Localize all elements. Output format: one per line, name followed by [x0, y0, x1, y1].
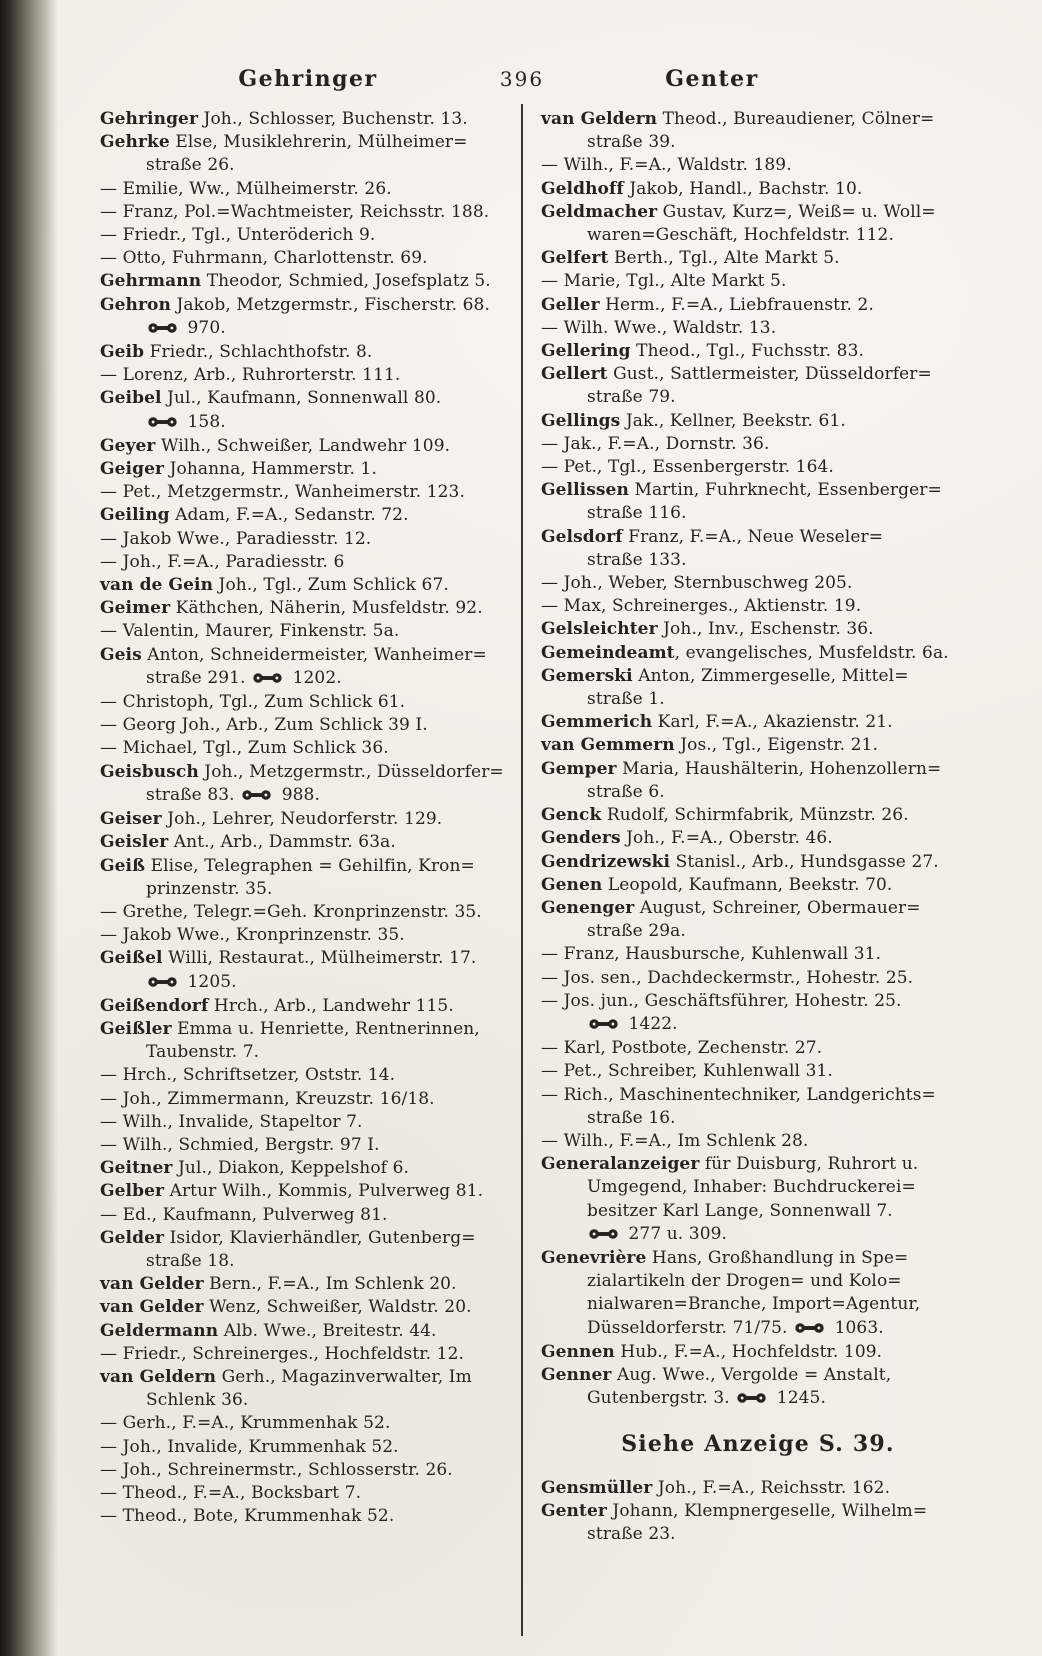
entry-line: — Michael, Tgl., Zum Schlick 36.: [100, 738, 389, 759]
entry-line: straße 6.: [587, 781, 665, 802]
entry-line: Gehringer Joh., Schlosser, Buchenstr. 13.: [100, 109, 468, 129]
entry-line: — Franz, Pol.=Wachtmeister, Reichsstr. 188.: [100, 201, 490, 222]
entry-line: Geimer Käthchen, Näherin, Musfeldstr. 92.: [100, 598, 483, 619]
surname: Geiling: [100, 505, 170, 526]
surname: Gellering: [541, 341, 631, 362]
entry-line: Geldermann Alb. Wwe., Breitestr. 44.: [100, 1320, 437, 1341]
surname: van Gemmern: [541, 735, 675, 756]
telephone-icon: [148, 412, 177, 435]
entry-line: — Jakob Wwe., Kronprinzenstr. 35.: [100, 925, 405, 946]
surname: Genen: [541, 874, 603, 895]
telephone-icon: [589, 1224, 618, 1247]
entry-line: 1205.: [100, 971, 518, 995]
surname: Genenger: [541, 897, 635, 918]
surname: Genevrière: [541, 1247, 647, 1268]
entry-line: Geitner Jul., Diakon, Keppelshof 6.: [100, 1158, 409, 1179]
entry-line: Gellings Jak., Kellner, Beekstr. 61.: [541, 410, 846, 431]
entry-line: — Friedr., Tgl., Unteröderich 9.: [100, 225, 376, 246]
entry-line: — Joh., Schreinermstr., Schlosserstr. 26.: [100, 1459, 453, 1480]
entry-line: waren=Geschäft, Hochfeldstr. 112.: [587, 225, 894, 246]
surname: Geis: [100, 644, 142, 665]
surname: Geib: [100, 342, 145, 363]
entry-line: — Joh., F.=A., Paradiesstr. 6: [100, 551, 345, 572]
surname: van Gelder: [100, 1297, 204, 1318]
entry-line: Genck Rudolf, Schirmfabrik, Münzstr. 26.: [541, 805, 909, 826]
surname: Gehrke: [100, 132, 170, 153]
surname: Geißel: [100, 948, 163, 969]
entry-line: van Gemmern Jos., Tgl., Eigenstr. 21.: [541, 735, 878, 756]
entry-line: — Pet., Metzgermstr., Wanheimerstr. 123.: [100, 482, 465, 503]
entry-line: — Marie, Tgl., Alte Markt 5.: [541, 271, 787, 292]
entry-line: Gehrmann Theodor, Schmied, Josefsplatz 5.: [100, 271, 491, 292]
surname: Geyer: [100, 435, 156, 456]
entry-line: Gelfert Berth., Tgl., Alte Markt 5.: [541, 248, 840, 269]
entry-line: — Joh., Invalide, Krummenhak 52.: [100, 1436, 399, 1457]
entry-line: straße 79.: [587, 387, 676, 408]
entry-line: straße 291. 1202.: [100, 667, 518, 691]
entry-line: Geißendorf Hrch., Arb., Landwehr 115.: [100, 995, 454, 1016]
entry-line: straße 39.: [587, 132, 676, 153]
entry-line: Gendrizewski Stanisl., Arb., Hundsgasse 27.: [541, 851, 939, 872]
running-header: [0, 0, 1042, 100]
surname: Gelsleichter: [541, 619, 658, 640]
page-number: 396: [499, 67, 545, 91]
entry-line: Geiger Johanna, Hammerstr. 1.: [100, 459, 377, 480]
entry-line: Genders Joh., F.=A., Oberstr. 46.: [541, 828, 833, 849]
surname: Gemeindeamt: [541, 642, 675, 663]
entry-line: 277 u. 309.: [541, 1223, 975, 1247]
entry-line: — Otto, Fuhrmann, Charlottenstr. 69.: [100, 248, 428, 269]
entry-line: straße 1.: [587, 689, 665, 710]
entry-line: Geldhoff Jakob, Handl., Bachstr. 10.: [541, 178, 863, 199]
entry-line: Geib Friedr., Schlachthofstr. 8.: [100, 342, 373, 363]
surname: Genders: [541, 828, 621, 849]
entry-line: — Jos. sen., Dachdeckermstr., Hohestr. 25.: [541, 967, 914, 988]
entry-line: Generalanzeiger für Duisburg, Ruhrort u.: [541, 1154, 919, 1175]
entry-line: Gemerski Anton, Zimmergeselle, Mittel=: [541, 665, 909, 686]
surname: Geimer: [100, 598, 171, 619]
entry-line: Taubenstr. 7.: [146, 1042, 260, 1063]
entry-line: Geißler Emma u. Henriette, Rentnerinnen,: [100, 1018, 480, 1039]
telephone-icon: [253, 668, 282, 691]
surname: Gendrizewski: [541, 851, 671, 872]
entry-line: straße 83. 988.: [100, 784, 518, 808]
surname: Genner: [541, 1364, 612, 1385]
entry-line: Geller Herm., F.=A., Liebfrauenstr. 2.: [541, 294, 874, 315]
surname: Geißendorf: [100, 995, 209, 1016]
entry-line: — Ed., Kaufmann, Pulverweg 81.: [100, 1204, 388, 1225]
surname: Geitner: [100, 1158, 173, 1179]
entry-line: van Gelder Wenz, Schweißer, Waldstr. 20.: [100, 1297, 472, 1318]
surname: Geisbusch: [100, 761, 199, 782]
surname: Geiger: [100, 459, 165, 480]
entry-line: — Theod., Bote, Krummenhak 52.: [100, 1506, 395, 1527]
entry-line: Gemmerich Karl, F.=A., Akazienstr. 21.: [541, 712, 893, 733]
entry-line: Gehrke Else, Musiklehrerin, Mülheimer=: [100, 132, 468, 153]
entry-line: Geiling Adam, F.=A., Sedanstr. 72.: [100, 505, 409, 526]
surname: Geiser: [100, 809, 162, 830]
surname: Geller: [541, 294, 600, 315]
entry-line: — Georg Joh., Arb., Zum Schlick 39 I.: [100, 715, 428, 736]
surname: Gehringer: [100, 109, 199, 129]
entry-line: Geyer Wilh., Schweißer, Landwehr 109.: [100, 435, 451, 456]
surname: Geldermann: [100, 1320, 219, 1341]
entry-line: Genevrière Hans, Großhandlung in Spe=: [541, 1247, 909, 1268]
surname: Gemerski: [541, 665, 633, 686]
entry-line: van de Gein Joh., Tgl., Zum Schlick 67.: [100, 575, 449, 596]
surname: Gelber: [100, 1181, 165, 1202]
entry-line: — Wilh. Wwe., Waldstr. 13.: [541, 317, 777, 338]
entry-line: 1422.: [541, 1013, 975, 1037]
entry-line: — Jakob Wwe., Paradiesstr. 12.: [100, 528, 372, 549]
surname: Geisler: [100, 832, 169, 853]
binding-shadow: [0, 0, 58, 1656]
telephone-icon: [737, 1388, 766, 1411]
entry-line: — Lorenz, Arb., Ruhrorterstr. 111.: [100, 365, 401, 386]
surname: Gehrmann: [100, 271, 202, 292]
entry-line: van Gelder Bern., F.=A., Im Schlenk 20.: [100, 1274, 457, 1295]
entry-line: — Emilie, Ww., Mülheimerstr. 26.: [100, 178, 392, 199]
entry-line: van Geldern Gerh., Magazinverwalter, Im: [100, 1366, 472, 1387]
surname: Geldhoff: [541, 178, 624, 199]
telephone-icon: [795, 1318, 824, 1341]
entry-line: Umgegend, Inhaber: Buchdruckerei=: [587, 1177, 916, 1198]
entry-line: Gennen Hub., F.=A., Hochfeldstr. 109.: [541, 1341, 883, 1362]
entry-line: — Christoph, Tgl., Zum Schlick 61.: [100, 692, 406, 713]
entry-line: — Pet., Tgl., Essenbergerstr. 164.: [541, 457, 834, 478]
header-first-entry: Gehringer: [238, 66, 378, 92]
entry-line: straße 26.: [146, 155, 235, 176]
entry-line: Geis Anton, Schneidermeister, Wanheimer=: [100, 644, 487, 665]
surname: Gennen: [541, 1341, 615, 1362]
entry-line: prinzenstr. 35.: [146, 878, 273, 899]
entry-line: van Geldern Theod., Bureaudiener, Cölner=: [541, 109, 935, 129]
surname: Gehron: [100, 294, 171, 315]
entry-line: Gehron Jakob, Metzgermstr., Fischerstr. 68.: [100, 294, 490, 315]
surname: van de Gein: [100, 575, 214, 596]
header-last-entry: Genter: [665, 66, 759, 92]
entry-line: straße 116.: [587, 503, 687, 524]
surname: Genter: [541, 1500, 607, 1521]
entry-line: — Rich., Maschinentechniker, Landgerichts=: [541, 1084, 936, 1105]
entry-line: Geißel Willi, Restaurat., Mülheimerstr. 17.: [100, 948, 477, 969]
entry-line: Geisbusch Joh., Metzgermstr., Düsseldorfer=: [100, 761, 504, 782]
entry-line: nialwaren=Branche, Import=Agentur,: [587, 1294, 921, 1315]
entry-line: Genenger August, Schreiner, Obermauer=: [541, 897, 921, 918]
entry-line: — Pet., Schreiber, Kuhlenwall 31.: [541, 1061, 833, 1082]
entry-line: Gellissen Martin, Fuhrknecht, Essenberger=: [541, 480, 942, 501]
telephone-icon: [242, 785, 271, 808]
entry-line: — Jos. jun., Geschäftsführer, Hohestr. 25.: [541, 990, 902, 1011]
surname: Gelsdorf: [541, 526, 623, 547]
surname: Gellings: [541, 410, 621, 431]
entry-line: — Hrch., Schriftsetzer, Oststr. 14.: [100, 1065, 396, 1086]
telephone-icon: [148, 318, 177, 341]
entry-line: Gemeindeamt, evangelisches, Musfeldstr. 6a.: [541, 642, 949, 663]
entry-line: besitzer Karl Lange, Sonnenwall 7.: [587, 1200, 893, 1221]
entry-line: Gellering Theod., Tgl., Fuchsstr. 83.: [541, 341, 864, 362]
entry-line: zialartikeln der Drogen= und Kolo=: [587, 1271, 902, 1292]
telephone-icon: [589, 1014, 618, 1037]
entry-line: Genner Aug. Wwe., Vergolde = Anstalt,: [541, 1364, 892, 1385]
entry-line: Geldmacher Gustav, Kurz=, Weiß= u. Woll=: [541, 201, 936, 222]
entry-line: Geibel Jul., Kaufmann, Sonnenwall 80.: [100, 388, 442, 409]
surname: Generalanzeiger: [541, 1154, 700, 1175]
advert-notice: Siehe Anzeige S. 39.: [621, 1431, 895, 1458]
left-column: [100, 108, 518, 1528]
entry-line: — Friedr., Schreinerges., Hochfeldstr. 12.: [100, 1343, 464, 1364]
entry-line: — Valentin, Maurer, Finkenstr. 5a.: [100, 621, 400, 642]
entry-line: 158.: [100, 411, 518, 435]
entry-line: Genter Johann, Klempnergeselle, Wilhelm=: [541, 1500, 928, 1521]
entry-line: Geisler Ant., Arb., Dammstr. 63a.: [100, 832, 396, 853]
entry-line: Gellert Gust., Sattlermeister, Düsseldorfer=: [541, 364, 932, 385]
entry-line: — Jak., F.=A., Dornstr. 36.: [541, 433, 770, 454]
entry-line: straße 18.: [146, 1250, 235, 1271]
entry-line: Geiß Elise, Telegraphen = Gehilfin, Kron=: [100, 855, 475, 876]
right-column: [541, 108, 975, 1546]
surname: Geibel: [100, 388, 162, 409]
entry-line: straße 23.: [587, 1523, 676, 1544]
entry-line: — Wilh., F.=A., Im Schlenk 28.: [541, 1130, 809, 1151]
entry-line: Düsseldorferstr. 71/75. 1063.: [541, 1317, 975, 1341]
entry-line: Gutenbergstr. 3. 1245.: [541, 1387, 975, 1411]
telephone-icon: [148, 972, 177, 995]
entry-line: — Wilh., F.=A., Waldstr. 189.: [541, 155, 792, 176]
entry-line: — Franz, Hausbursche, Kuhlenwall 31.: [541, 944, 882, 965]
surname: van Geldern: [541, 109, 658, 129]
surname: Gensmüller: [541, 1477, 653, 1498]
surname: Gelfert: [541, 248, 609, 269]
surname: Gellissen: [541, 480, 629, 501]
entry-line: Gelber Artur Wilh., Kommis, Pulverweg 81.: [100, 1181, 484, 1202]
entry-line: Gensmüller Joh., F.=A., Reichsstr. 162.: [541, 1477, 891, 1498]
entry-line: Genen Leopold, Kaufmann, Beekstr. 70.: [541, 874, 893, 895]
surname: Geißler: [100, 1018, 172, 1039]
surname: Gellert: [541, 364, 608, 385]
entry-line: straße 16.: [587, 1107, 676, 1128]
entry-line: Gelsleichter Joh., Inv., Eschenstr. 36.: [541, 619, 874, 640]
entry-line: — Wilh., Invalide, Stapeltor 7.: [100, 1111, 363, 1132]
surname: Geiß: [100, 855, 146, 876]
entry-line: — Theod., F.=A., Bocksbart 7.: [100, 1482, 362, 1503]
entry-line: — Joh., Zimmermann, Kreuzstr. 16/18.: [100, 1088, 435, 1109]
surname: Genck: [541, 805, 602, 826]
entry-line: — Grethe, Telegr.=Geh. Kronprinzenstr. 35.: [100, 901, 482, 922]
entry-line: Gelsdorf Franz, F.=A., Neue Weseler=: [541, 526, 884, 547]
entry-line: — Joh., Weber, Sternbuschweg 205.: [541, 573, 853, 594]
entry-line: straße 133.: [587, 549, 687, 570]
surname: Gemmerich: [541, 712, 653, 733]
entry-line: — Wilh., Schmied, Bergstr. 97 I.: [100, 1134, 380, 1155]
column-divider: [521, 104, 523, 1636]
entry-line: — Max, Schreinerges., Aktienstr. 19.: [541, 596, 862, 617]
entry-line: Schlenk 36.: [146, 1390, 249, 1411]
entry-line: Gemper Maria, Haushälterin, Hohenzollern=: [541, 758, 942, 779]
surname: Gelder: [100, 1227, 165, 1248]
entry-line: 970.: [100, 317, 518, 341]
entry-line: Gelder Isidor, Klavierhändler, Gutenberg=: [100, 1227, 476, 1248]
surname: van Gelder: [100, 1274, 204, 1295]
entry-line: straße 29a.: [587, 921, 686, 942]
surname: Geldmacher: [541, 201, 658, 222]
surname: van Geldern: [100, 1366, 217, 1387]
entry-line: — Karl, Postbote, Zechenstr. 27.: [541, 1038, 823, 1059]
entry-line: Geiser Joh., Lehrer, Neudorferstr. 129.: [100, 809, 443, 830]
surname: Gemper: [541, 758, 617, 779]
entry-line: — Gerh., F.=A., Krummenhak 52.: [100, 1413, 391, 1434]
